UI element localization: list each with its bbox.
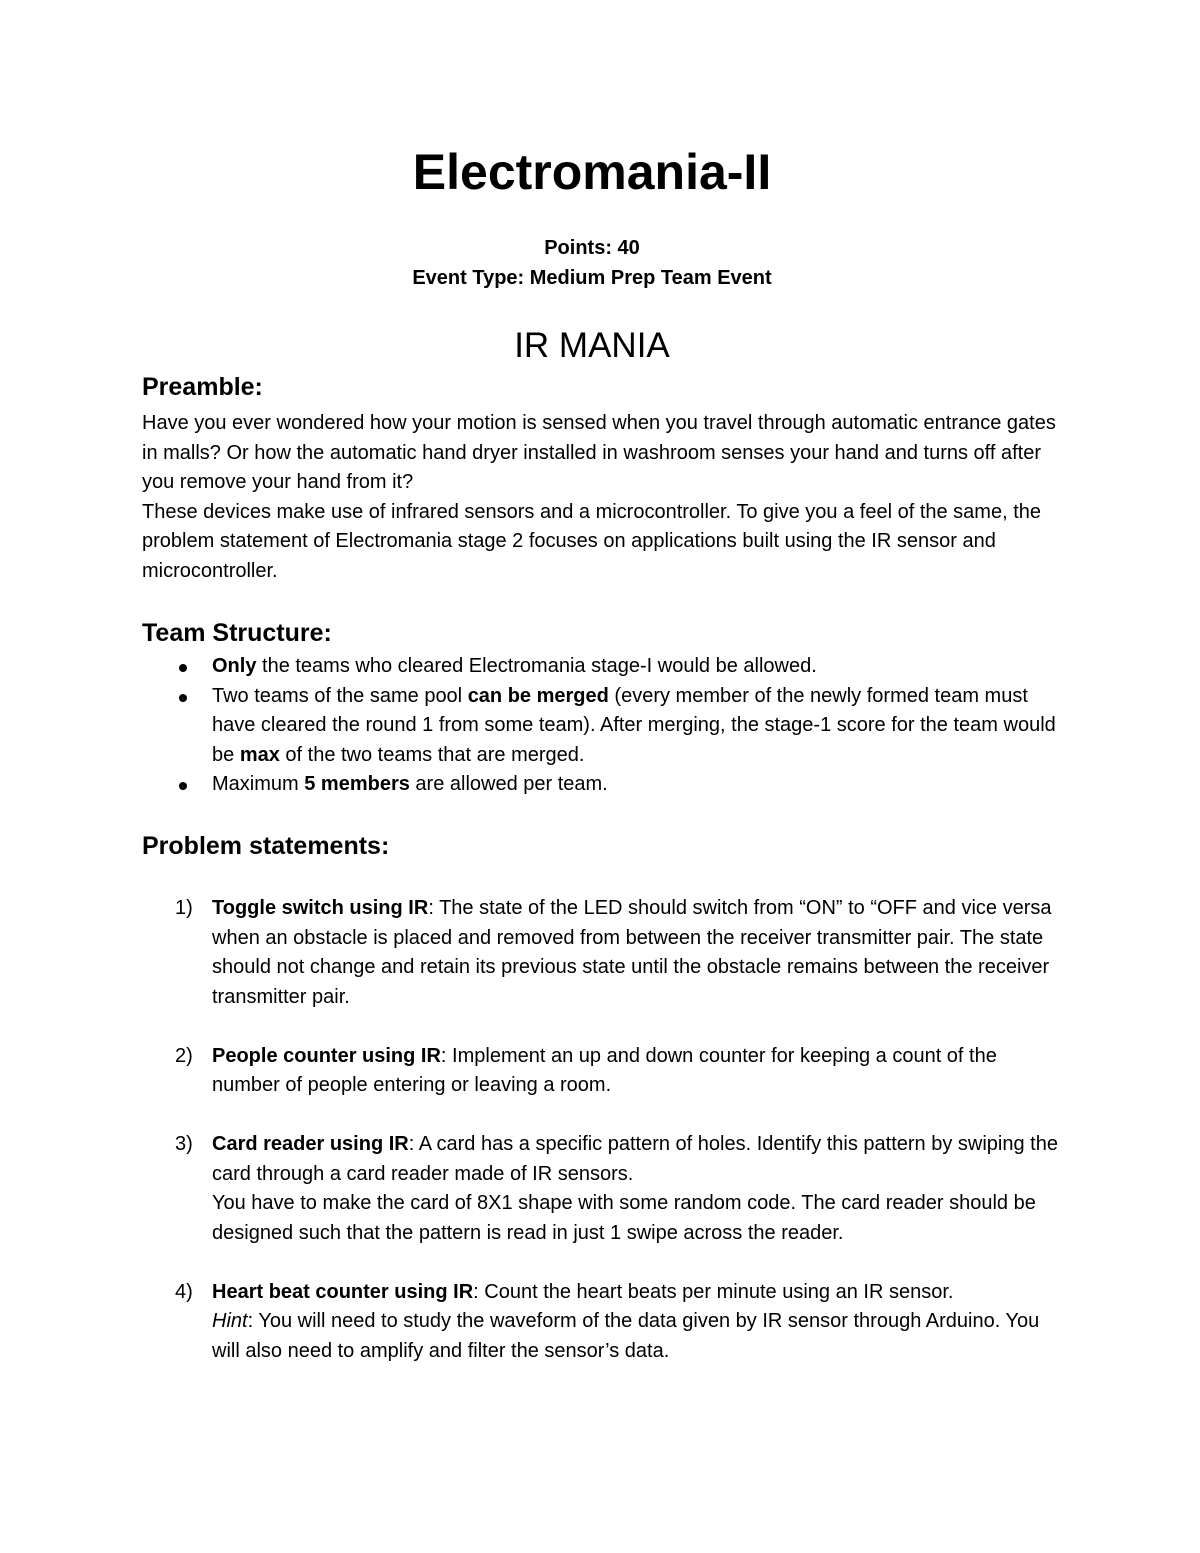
list-item (142, 652, 1062, 682)
list-item-text: of the two teams that are merged. (279, 743, 585, 766)
problem-title: Heart beat counter using IR (212, 1280, 474, 1303)
problem-number: 4) (175, 1280, 193, 1303)
problem-number: 2) (175, 1044, 193, 1067)
hint-text: : You will need to study the waveform of the data given by IR sensor through Arduino. You will also need to amplify and filter the sensor’s data. (212, 1310, 1040, 1362)
list-item-bold: can be merged (467, 684, 609, 707)
list-item-bold: Only (212, 655, 257, 677)
problem-statements-list (142, 894, 1062, 1396)
problem-item (142, 1042, 1062, 1101)
bullet-icon (179, 694, 187, 702)
problem-title: Toggle switch using IR (212, 897, 429, 919)
list-item-text: Maximum (212, 773, 305, 795)
problem-hint (212, 1307, 1062, 1366)
preamble-paragraph-1: Have you ever wondered how your motion is sensed when you travel through automatic entrance gates in malls? Or how the automatic hand dryer installed in washroom senses your hand and turns off after you remove your hand from it? (142, 412, 1056, 493)
document-title: Electromania-II (412, 144, 772, 200)
points-line: Points: 40 (544, 237, 640, 259)
problem-item (142, 894, 1062, 1012)
section-title: IR MANIA (514, 326, 670, 365)
list-item-bold: max (239, 743, 280, 766)
preamble-paragraph-2: These devices make use of infrared sensors and a microcontroller. To give you a feel of the same, the problem statement of Electromania stage 2 focuses on applications built using the IR sensor and microcontroller. (142, 500, 1041, 582)
problem-item (142, 1278, 1062, 1367)
list-item-bold: 5 members (304, 773, 410, 795)
list-item-text: (every member of the newly formed team must have cleared the round 1 from some team). After merging, the stage-1 score for the team would be (212, 684, 1056, 766)
team-structure-heading: Team Structure: (142, 619, 332, 647)
event-type-line: Event Type: Medium Prep Team Event (412, 267, 772, 289)
problem-text: : A card has a specific pattern of holes. Identify this pattern by swiping the card through a card reader made of IR sensors. (212, 1133, 1058, 1185)
list-item (142, 770, 1062, 800)
list-item-text: the teams who cleared Electromania stage-I would be allowed. (256, 655, 817, 677)
problem-title: Card reader using IR (212, 1133, 409, 1155)
bullet-icon (179, 664, 187, 672)
problem-text: : Count the heart beats per minute using an IR sensor. (473, 1280, 954, 1303)
problem-text: : The state of the LED should switch from “ON” to “OFF and vice versa when an obstacle is placed and removed from between the receiver transmitter pair. The state should not change and retain its previous state until the obstacle remains between the receiver transmitter pair. (212, 897, 1052, 1008)
list-item-text: are allowed per team. (409, 773, 608, 795)
problem-title: People counter using IR (212, 1044, 441, 1067)
problem-text: : Implement an up and down counter for keeping a count of the number of people entering or leaving a room. (212, 1044, 997, 1096)
problem-number: 1) (175, 897, 193, 919)
preamble-heading: Preamble: (142, 373, 263, 401)
list-item-text: Two teams of the same pool (212, 684, 468, 707)
team-structure-list (142, 652, 1062, 800)
list-item (142, 682, 1062, 771)
hint-label: Hint (212, 1310, 248, 1332)
problem-item (142, 1130, 1062, 1248)
problem-statements-heading: Problem statements: (142, 832, 390, 860)
bullet-icon (179, 782, 187, 790)
problem-extra-text: You have to make the card of 8X1 shape with some random code. The card reader should be designed such that the pattern is read in just 1 swipe across the reader. (212, 1192, 1036, 1244)
problem-number: 3) (175, 1133, 193, 1155)
